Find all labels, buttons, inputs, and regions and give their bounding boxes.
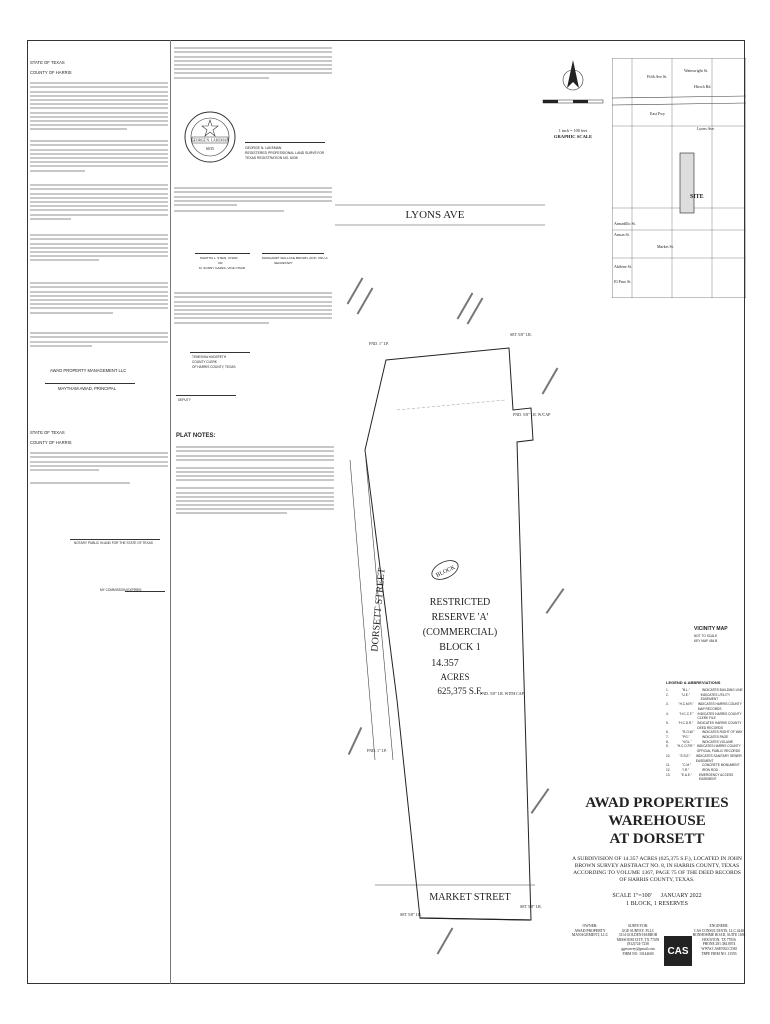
lyons-ave-label: LYONS AVE <box>405 209 465 221</box>
secretary-name: MARGARET WALLACE BROWN, AICP, CNU-A <box>262 256 328 260</box>
legend-number: 5. <box>666 720 669 725</box>
fnd-mid-right-label: FND. 5/8" I.R. WITH CAP <box>480 691 524 696</box>
owner-info <box>568 924 612 938</box>
site-highlight <box>680 153 694 213</box>
vicinity-street-3: Hirsch Rd. <box>694 84 712 89</box>
surveyor-title: REGISTERED PROFESSIONAL LAND SURVEYOR <box>245 151 325 155</box>
set-top-right-label: SET 5/8" I.R. <box>510 332 532 337</box>
acres-label: ACRES <box>440 672 470 682</box>
legend-abbrev: "R.O.W." <box>682 730 695 735</box>
vicinity-street-1: Wainwright St. <box>684 68 709 73</box>
notary-date-line <box>30 480 130 486</box>
legend-meaning: INDICATES HARRIS COUNTY OFFICIAL PUBLIC RECORDS <box>696 744 741 754</box>
owner-title: OWNER: <box>582 924 598 928</box>
legend-abbrev: "PG." <box>682 735 690 740</box>
vicinity-street-4: East Fwy <box>650 111 665 116</box>
state-header: STATE OF TEXAS <box>30 60 65 65</box>
surveyor-info-name: GGE SURVEY, PLLC <box>621 928 655 933</box>
engineer-phone: PHONE 281.384.8074 <box>702 942 736 947</box>
notary-caption: NOTARY PUBLIC IN AND FOR THE STATE OF TEXAS <box>74 541 153 545</box>
legend-abbrev: "H.C.C.F." <box>679 711 694 716</box>
title-line2: AT DORSETT <box>609 831 705 847</box>
legend-number: 4. <box>666 711 669 716</box>
surveyor-info <box>612 924 664 956</box>
seal-name: GEORGE N. LAKEMAN <box>191 138 229 143</box>
legend-number: 6. <box>666 730 669 735</box>
title-date: JANUARY 2022 <box>660 893 702 899</box>
set-bottom-left-label: SET 5/8" I.R. <box>400 912 422 917</box>
fnd-left-low-label: FND. 1" I.P. <box>367 748 387 753</box>
market-street-label: MARKET STREET <box>429 892 511 903</box>
legend-abbrev: "U.E." <box>681 692 690 697</box>
plat-notes-list <box>176 444 334 517</box>
north-arrow-icon <box>563 60 583 90</box>
legend-number: 2. <box>666 692 669 697</box>
notary-paragraph <box>30 450 168 473</box>
plat-notes-title: PLAT NOTES: <box>176 433 216 439</box>
legend-abbrev: "I.R." <box>682 767 690 772</box>
state-header-2: STATE OF TEXAS <box>30 430 65 435</box>
secretary-signature-line <box>262 253 324 254</box>
legend-meaning: INDICATES VOLUME <box>702 739 734 744</box>
surveyor-name: GEORGE N. LAKEMAN <box>245 146 282 150</box>
cas-logo: CAS <box>664 936 692 966</box>
column-divider <box>170 40 171 984</box>
legend-meaning: IRON ROD <box>702 767 718 772</box>
vicinity-street-7: Anson St. <box>614 232 630 237</box>
legend-meaning: INDICATES RIGHT OF WAY <box>702 730 743 735</box>
legend-number: 13. <box>666 772 671 777</box>
restricted-line2: RESERVE 'A' <box>431 612 489 623</box>
title-description: A SUBDIVISION OF 14.357 ACRES (625,375 S.F.), LOCATED IN JOHN BROWN SURVEY ABSTRACT NO. 8, IN HARRIS COUNTY, TEXAS ACCORDING TO VOLUME 1367, PAGE 75 OF THE DEED RECORDS OF HARRIS COUNTY, TEXAS. <box>572 856 742 883</box>
scale-note: 1 inch = 100 feet <box>558 128 588 133</box>
surveyor-info-address: 3114 GOLDEN HARBOR MISSOURI CITY, TX 77459 <box>616 933 660 942</box>
legend-row <box>666 744 746 753</box>
restricted-line4: BLOCK 1 <box>439 642 481 653</box>
legend-number: 8. <box>666 739 669 744</box>
legend-row <box>666 693 746 702</box>
dedication-paragraph-6 <box>30 330 168 349</box>
owner-name: AWAD PROPERTY MANAGEMENT, LLC <box>571 928 609 938</box>
vicinity-street-9: Abilene St. <box>614 264 632 269</box>
surveyor-info-firm: FIRM NO. 10144600 <box>622 951 654 956</box>
chair-signature-line <box>195 253 250 254</box>
secretary-title: SECRETARY <box>274 261 293 265</box>
legend-abbrev: "C.M." <box>682 763 691 768</box>
owner-signature-caption: MAYTHAM AWAD, PRINCIPAL <box>58 386 116 391</box>
legend-row <box>666 712 746 721</box>
legend-meaning: INDICATES PAGE <box>702 735 729 740</box>
surveyor-signature-line <box>245 142 325 143</box>
deputy-signature-line <box>176 395 236 396</box>
surveyor-seal <box>183 110 237 164</box>
legend <box>666 680 746 782</box>
legend-meaning: INDICATES BUILDING LINE <box>702 688 743 692</box>
set-bottom-right-label: SET 5/8" I.R. <box>520 904 542 909</box>
legend-abbrev: "H.C.D.R." <box>678 720 694 725</box>
county-header-2: COUNTY OF HARRIS <box>30 440 72 445</box>
legend-abbrev: "H.C.O.P.R." <box>676 744 695 749</box>
legend-number: 9. <box>666 744 669 749</box>
engineer-info <box>692 924 746 956</box>
legend-meaning: INDICATES HARRIS COUNTY DEED RECORDS <box>697 720 742 730</box>
graphic-scale <box>543 100 603 103</box>
clerk-county: OF HARRIS COUNTY, TEXAS <box>192 365 236 369</box>
vicinity-street-6: Armadillo St. <box>614 221 636 226</box>
engineer-title: ENGINEER: <box>709 924 729 928</box>
county-clerk-certification <box>174 290 332 326</box>
surveyor-reg: TEXAS REGISTRATION NO. 6035 <box>245 156 298 160</box>
vice-chair-name: M. SONNY GARZA, VICE CHAIR <box>199 266 246 270</box>
legend-row <box>666 721 746 730</box>
chair-or: OR <box>218 261 223 265</box>
owner-entity: AWAD PROPERTY MANAGEMENT LLC <box>50 368 127 373</box>
vicinity-street-5: Lyons Ave. <box>697 126 715 131</box>
legend-meaning: INDICATES UTILITY EASEMENT <box>700 692 731 702</box>
county-header: COUNTY OF HARRIS <box>30 70 72 75</box>
owner-dedication-text <box>30 80 168 132</box>
legend-meaning: EMERGENCY ACCESS EASEMENT <box>698 772 734 782</box>
fnd-top-label: FND. 1" I.P. <box>369 341 389 346</box>
planning-commission-approval <box>174 185 332 208</box>
engineer-firm: TBPE FIRM NO. 13595 <box>701 951 737 956</box>
vicinity-street-10: El Paso St. <box>614 279 632 284</box>
legend-abbrev: "H.C.M.R." <box>678 702 694 707</box>
chair-name: MARTHA L. STEIN, CHAIR <box>200 256 238 260</box>
legend-row <box>666 702 746 711</box>
clerk-name: TENESHIA HUDSPETH <box>192 355 227 359</box>
legend-abbrev: "S.S.E." <box>679 753 691 758</box>
acres-value: 14.357 <box>431 658 459 669</box>
engineer-name: CAS CONSULTANTS, LLC 4240 <box>694 928 744 933</box>
approval-date-line <box>174 208 284 214</box>
vicinity-subtitle: NOT TO SCALE <box>694 634 718 638</box>
clerk-title: COUNTY CLERK <box>192 360 217 364</box>
engineer-web: WWW.CASENGI.COM <box>701 946 737 951</box>
surveyor-info-email: ggesurvey@gmail.com <box>621 946 655 951</box>
dorsett-street-label: DORSETT STREET <box>369 567 388 653</box>
vicinity-street-8: Market St. <box>657 244 674 249</box>
vicinity-keymap: KEY MAP 454 B <box>694 639 718 643</box>
legend-row <box>666 754 746 763</box>
dedication-paragraph-5 <box>30 280 168 316</box>
vicinity-title: VICINITY MAP <box>694 626 728 632</box>
dedication-paragraph-2 <box>30 138 168 174</box>
notary-signature-line <box>70 539 160 540</box>
vicinity-map <box>612 58 746 298</box>
seal-number: 6035 <box>206 146 214 151</box>
block-label: BLOCK <box>435 564 457 579</box>
legend-abbrev: "E.A.E." <box>680 772 693 777</box>
surveyor-info-title: SURVEYOR: <box>627 924 649 928</box>
legend-meaning: CONCRETE MONUMENT <box>702 763 740 768</box>
legend-number: 12. <box>666 767 671 772</box>
site-label: SITE <box>690 194 704 200</box>
owner-signature-line <box>45 383 135 384</box>
dedication-paragraph-3 <box>30 182 168 222</box>
engineer-address: BONHOMME ROAD, SUITE 1650 HOUSTON, TX 77056 <box>692 933 746 942</box>
legend-meaning: INDICATES SANITARY SEWER EASEMENT <box>695 753 742 763</box>
legend-row <box>666 773 746 782</box>
restricted-line3: (COMMERCIAL) <box>422 627 498 638</box>
dedication-paragraph-4 <box>30 232 168 264</box>
legend-abbrev: "B.L." <box>682 688 690 692</box>
legend-number: 7. <box>666 735 669 740</box>
legend-abbrev: "VOL." <box>682 739 692 744</box>
commission-caption: MY COMMISSION EXPIRES: <box>100 588 143 592</box>
deputy-caption: DEPUTY <box>178 398 191 402</box>
legend-meaning: INDICATES HARRIS COUNTY MAP RECORDS <box>697 702 742 711</box>
title-block <box>568 790 746 984</box>
sqft-value: 625,375 S.F. <box>437 686 483 696</box>
title-scale: SCALE 1"=100' <box>612 893 652 899</box>
legend-number: 1. <box>666 688 669 692</box>
fnd-right-label: FND. 5/8" I.R. W/CAP <box>513 412 551 417</box>
legend-number: 3. <box>666 702 669 707</box>
title-blocks: 1 BLOCK, 1 RESERVES <box>626 901 688 907</box>
restricted-line1: RESTRICTED <box>429 597 491 608</box>
clerk-signature-line <box>190 352 250 353</box>
legend-meaning: INDICATES HARRIS COUNTY CLERK FILE <box>697 711 742 721</box>
legend-title: LEGEND & ABBREVIATIONS <box>666 680 721 685</box>
commission-line <box>125 591 165 592</box>
legend-number: 10. <box>666 753 671 758</box>
surveyor-info-phone: (832)724-7238 <box>627 942 649 947</box>
surveyor-certification <box>174 45 332 81</box>
title-line1: AWAD PROPERTIES WAREHOUSE <box>585 795 729 829</box>
legend-number: 11. <box>666 763 671 768</box>
vicinity-street-2: Fifth Ave St. <box>647 74 668 79</box>
graphic-scale-title: GRAPHIC SCALE <box>553 134 593 139</box>
